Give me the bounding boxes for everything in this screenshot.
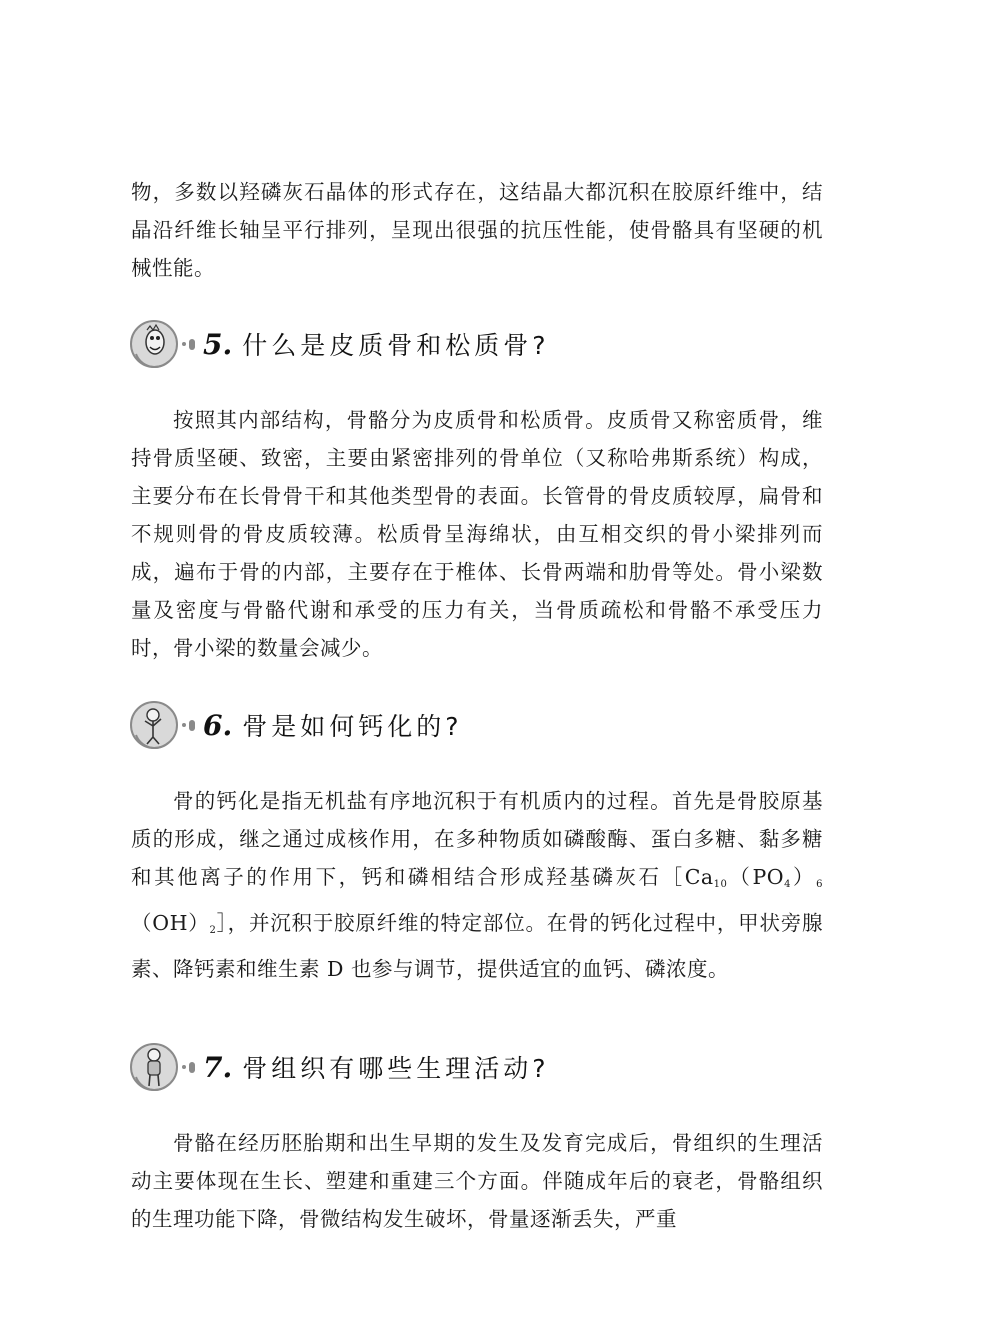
section-number: 5. — [203, 327, 233, 361]
section-7-body: 骨骼在经历胚胎期和出生早期的发生及发育完成后，骨组织的生理活动主要体现在生长、塑建和重建三个方面。伴随成年后的衰老，骨骼组织的生理功能下降，骨微结构发生破坏，骨量逐渐丢失，严重 — [131, 1131, 823, 1231]
heading-dots — [182, 1062, 195, 1073]
section-title: 什么是皮质骨和松质骨? — [242, 331, 550, 360]
section-5-body: 按照其内部结构，骨骼分为皮质骨和松质骨。皮质骨又称密质骨，维持骨质坚硬、致密，主要由紧密排列的骨单位（又称哈弗斯系统）构成，主要分布在长骨骨干和其他类型骨的表面。长管骨的骨皮质较厚，扁骨和不规则骨的骨皮质较薄。松质骨呈海绵状，由互相交织的骨小梁排列而成，遍布于骨的内部，主要存在于椎体、长骨两端和肋骨等处。骨小梁数量及密度与骨骼代谢和承受的压力有关，当骨质疏松和骨骼不承受压力时，骨小梁的数量会减少。 — [131, 408, 823, 660]
section-7-heading — [128, 1037, 550, 1097]
section-title: 骨是如何钙化的? — [242, 712, 463, 741]
cartoon-figure-icon — [128, 699, 180, 751]
section-title: 骨组织有哪些生理活动? — [242, 1054, 550, 1083]
section-6-heading — [128, 695, 463, 755]
heading-dots — [182, 339, 195, 350]
section-6-text-part2: ，并沉积于胶原纤维的特定部位。在骨的钙化过程中，甲状旁腺素、降钙素和维生素 D 也参与调节，提供适宜的血钙、磷浓度。 — [131, 911, 824, 981]
section-6-text-part1: 骨的钙化是指无机盐有序地沉积于有机质内的过程。首先是骨胶原基质的形成，继之通过成核作用，在多种物质如磷酸酶、蛋白多糖、黏多糖和其他离子的作用下，钙和磷相结合形成羟基磷灰石 — [131, 789, 823, 889]
section-number: 6. — [203, 708, 233, 742]
heading-dots — [182, 720, 195, 731]
intro-paragraph: 物，多数以羟磷灰石晶体的形式存在，这结晶大都沉积在胶原纤维中，结晶沿纤维长轴呈平行排列，呈现出很强的抗压性能，使骨骼具有坚硬的机械性能。 — [131, 180, 823, 280]
chemical-formula: $[Ca_{10}(PO_4)_6(OH)_2]$ — [131, 865, 824, 936]
section-6-body — [131, 782, 823, 988]
section-number: 7. — [203, 1050, 233, 1084]
cartoon-head-icon — [128, 318, 180, 370]
section-5-heading — [128, 314, 550, 374]
cartoon-person-icon — [128, 1041, 180, 1093]
